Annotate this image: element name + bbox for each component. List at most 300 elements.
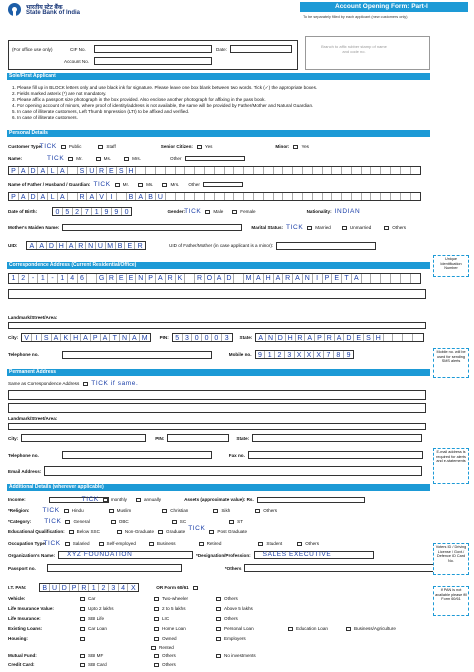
char-cell xyxy=(342,167,352,174)
car-loan-label: Car Loan xyxy=(88,626,107,631)
student-checkbox[interactable] xyxy=(258,542,263,546)
char-cell: 2 xyxy=(275,351,285,358)
char-cell: 3 xyxy=(285,351,295,358)
char-cell: D xyxy=(29,167,39,174)
home-loan-checkbox[interactable] xyxy=(154,627,159,631)
two-to-five-label: 2 to 5 lakhs xyxy=(162,606,186,611)
char-cell xyxy=(332,167,342,174)
char-cell xyxy=(215,193,225,200)
cif-label: CIF No. xyxy=(70,47,86,52)
public-checkbox[interactable] xyxy=(61,145,66,149)
char-cell xyxy=(156,167,166,174)
senior-yes-label: Yes xyxy=(204,144,213,149)
char-cell: R xyxy=(137,243,143,250)
perm-telephone-field[interactable] xyxy=(62,451,212,459)
st-label: ST xyxy=(237,519,244,524)
char-cell xyxy=(146,167,156,174)
home-loan-label: Home Loan xyxy=(162,626,186,631)
minor-yes-checkbox[interactable] xyxy=(293,145,298,149)
perm-city-label: City: xyxy=(8,435,19,441)
monthly-checkbox[interactable] xyxy=(103,498,108,502)
char-cell: L xyxy=(48,193,58,200)
religion-others-checkbox[interactable] xyxy=(255,509,260,513)
owned-label: Owned xyxy=(162,636,177,641)
char-cell: X xyxy=(314,351,324,358)
char-cell xyxy=(391,167,401,174)
char-cell: 0 xyxy=(53,208,63,215)
father-other-field[interactable] xyxy=(203,182,243,187)
char-cell: 0 xyxy=(202,334,212,341)
char-cell: T xyxy=(342,274,352,283)
char-cell: 9 xyxy=(112,208,122,215)
occupation-others-label: Others xyxy=(305,541,320,546)
char-cell: 2 xyxy=(19,274,29,283)
perm-address-line-1[interactable] xyxy=(8,390,426,400)
uid-father-field[interactable] xyxy=(276,242,376,250)
sbi-logo-icon xyxy=(8,3,21,16)
char-cell xyxy=(303,193,313,200)
char-cell xyxy=(293,167,303,174)
char-cell: R xyxy=(78,193,88,200)
mr-checkbox[interactable] xyxy=(68,157,73,161)
pan-label: I.T. PAN: xyxy=(8,585,27,590)
uid-father-label: UID of Father/Mother (in case applicant is a minor): xyxy=(169,243,274,248)
char-cell: A xyxy=(67,242,77,249)
perm-state-field[interactable] xyxy=(252,434,422,442)
marital-tick: TICK xyxy=(286,224,304,231)
employers-checkbox[interactable] xyxy=(216,637,221,641)
char-cell: H xyxy=(127,167,137,174)
char-cell: A xyxy=(101,334,111,341)
owned-checkbox[interactable] xyxy=(154,637,159,641)
char-cell: H xyxy=(374,334,384,341)
char-cell: A xyxy=(293,274,303,283)
below-ssc-label: Below SSC xyxy=(76,529,100,534)
corr-address-line-2[interactable] xyxy=(8,289,426,299)
char-cell: - xyxy=(48,274,58,283)
char-cell xyxy=(371,167,381,174)
char-cell xyxy=(68,167,78,174)
form60-checkbox[interactable] xyxy=(193,586,198,590)
char-cell: U xyxy=(87,167,97,174)
char-cell xyxy=(293,193,303,200)
char-cell: A xyxy=(87,193,97,200)
char-cell: 1 xyxy=(92,208,102,215)
lic-checkbox[interactable] xyxy=(154,617,159,621)
religion-others-label: Others xyxy=(263,508,278,513)
char-cell xyxy=(391,193,401,200)
char-cell: S xyxy=(117,167,127,174)
perm-same-label: Same as Correspondence Address xyxy=(8,381,80,386)
category-label: *Category: xyxy=(8,519,32,524)
vehicle-others-label: Others xyxy=(224,596,238,601)
char-cell: A xyxy=(81,334,91,341)
housing-label: Housing: xyxy=(8,636,28,641)
vehicle-car-checkbox[interactable] xyxy=(80,597,85,601)
religion-label: *Religion: xyxy=(8,508,30,513)
sbi-card-label: SBI Card xyxy=(88,662,107,667)
nationality-label: Nationality: xyxy=(306,209,332,214)
father-mrs-checkbox[interactable] xyxy=(162,183,167,187)
mother-name-field[interactable] xyxy=(62,224,242,231)
char-cell: 5 xyxy=(173,334,183,341)
organization-field[interactable] xyxy=(58,551,193,559)
sikh-checkbox[interactable] xyxy=(213,509,218,513)
marital-others-checkbox[interactable] xyxy=(384,226,389,230)
others-cc-checkbox[interactable] xyxy=(154,663,159,667)
char-cell: M xyxy=(244,274,254,283)
female-checkbox[interactable] xyxy=(232,210,237,214)
char-cell: 1 xyxy=(89,584,99,591)
char-cell: 5 xyxy=(63,208,73,215)
char-cell: L xyxy=(48,167,58,174)
no-investments-checkbox[interactable] xyxy=(216,654,221,658)
email-field[interactable] xyxy=(44,466,422,476)
father-mr-checkbox[interactable] xyxy=(115,183,120,187)
char-cell xyxy=(185,167,195,174)
post-graduate-checkbox[interactable] xyxy=(209,530,214,534)
dob-field[interactable] xyxy=(52,207,132,216)
char-cell xyxy=(391,274,401,283)
minor-label: Minor: xyxy=(275,144,290,149)
sbi-card-checkbox[interactable] xyxy=(80,663,85,667)
perm-same-checkbox[interactable] xyxy=(83,382,88,386)
char-cell: A xyxy=(58,167,68,174)
bank-name: State Bank of India xyxy=(26,10,81,16)
date-field[interactable] xyxy=(230,45,292,53)
char-cell: B xyxy=(40,584,50,591)
char-cell: A xyxy=(256,334,266,341)
car-loan-checkbox[interactable] xyxy=(80,627,85,631)
housing-none-checkbox[interactable] xyxy=(80,637,85,641)
char-cell xyxy=(244,193,254,200)
id-others-field[interactable] xyxy=(244,564,434,572)
char-cell xyxy=(185,193,195,200)
char-cell: R xyxy=(325,334,335,341)
occupation-others-checkbox[interactable] xyxy=(297,542,302,546)
char-cell: A xyxy=(19,167,29,174)
father-other-label: Other xyxy=(188,182,200,187)
cif-field[interactable] xyxy=(94,45,212,53)
personal-loan-checkbox[interactable] xyxy=(216,627,221,631)
char-cell: A xyxy=(156,274,166,283)
senior-yes-checkbox[interactable] xyxy=(197,145,202,149)
ms-checkbox[interactable] xyxy=(96,157,101,161)
perm-fax-field[interactable] xyxy=(248,451,423,459)
char-cell xyxy=(274,167,284,174)
corr-telephone-label: Telephone no. xyxy=(8,352,39,357)
char-cell xyxy=(381,167,391,174)
male-checkbox[interactable] xyxy=(205,210,210,214)
salaried-checkbox[interactable] xyxy=(65,542,70,546)
obc-label: OBC xyxy=(118,519,129,524)
rented-checkbox[interactable] xyxy=(151,646,156,650)
instruction-6: 6. In case of illiterate customers. xyxy=(12,115,78,120)
char-cell: S xyxy=(42,334,52,341)
char-cell: 7 xyxy=(82,208,92,215)
corr-landmark-field[interactable] xyxy=(8,322,426,329)
business-checkbox[interactable] xyxy=(149,542,154,546)
char-cell xyxy=(185,274,195,283)
char-cell xyxy=(234,274,244,283)
char-cell: E xyxy=(125,242,135,249)
uid-label: UID: xyxy=(8,243,18,248)
photo-stamp-text: Branch to affix rubber stamp of name and code no. xyxy=(321,44,387,54)
occupation-tick: TICK xyxy=(43,540,61,547)
instruction-3: 3. Please affix a passport size photograph in the box provided. Also enclose another photograph for affixing in the pass book. xyxy=(12,97,266,102)
perm-pin-field[interactable] xyxy=(167,434,229,442)
char-cell: I xyxy=(313,274,323,283)
muslim-checkbox[interactable] xyxy=(109,509,114,513)
sbi-life-checkbox[interactable] xyxy=(80,617,85,621)
corr-city-label: City: xyxy=(8,335,19,340)
education-loan-checkbox[interactable] xyxy=(288,627,293,631)
char-cell: 7 xyxy=(324,351,334,358)
section-personal-details: Personal Details xyxy=(7,130,430,137)
gender-tick: TICK xyxy=(184,208,202,215)
char-cell: E xyxy=(127,274,137,283)
corr-mobile-field[interactable] xyxy=(255,350,355,359)
perm-city-field[interactable] xyxy=(21,434,146,442)
designation-value: SALES EXECUTIVE xyxy=(262,551,332,558)
self-employed-checkbox[interactable] xyxy=(99,542,104,546)
char-cell: D xyxy=(344,334,354,341)
sbi-mf-checkbox[interactable] xyxy=(80,654,85,658)
unmarried-checkbox[interactable] xyxy=(342,226,347,230)
perm-address-line-2[interactable] xyxy=(8,403,426,413)
char-cell: T xyxy=(110,334,120,341)
others-mf-checkbox[interactable] xyxy=(154,654,159,658)
upto-2-lakhs-label: Upto 2 lakhs xyxy=(88,606,114,611)
char-cell xyxy=(413,334,423,341)
mrs-label: Mrs. xyxy=(132,156,141,161)
designation-field[interactable] xyxy=(254,551,374,559)
char-cell xyxy=(283,167,293,174)
dob-label: Date of Birth: xyxy=(8,209,38,214)
retired-label: Retired xyxy=(206,541,222,546)
life-insurance-label: Life Insurance: xyxy=(8,616,41,621)
char-cell: A xyxy=(305,334,315,341)
life-insurance-value-label: Life Insurance Value: xyxy=(8,606,54,611)
business-loan-checkbox[interactable] xyxy=(346,627,351,631)
st-checkbox[interactable] xyxy=(229,520,234,524)
char-cell xyxy=(215,167,225,174)
staff-checkbox[interactable] xyxy=(98,145,103,149)
char-cell: 8 xyxy=(334,351,344,358)
sc-checkbox[interactable] xyxy=(172,520,177,524)
graduate-checkbox[interactable] xyxy=(158,530,163,534)
char-cell: 0 xyxy=(212,334,222,341)
customer-type-tick: TICK xyxy=(39,143,57,150)
char-cell: A xyxy=(274,274,284,283)
char-cell: 6 xyxy=(78,274,88,283)
char-cell: R xyxy=(195,274,205,283)
perm-pin-label: PIN: xyxy=(155,435,165,441)
char-cell: P xyxy=(323,274,333,283)
char-cell xyxy=(411,193,421,200)
char-cell: A xyxy=(38,167,48,174)
corr-city-field[interactable] xyxy=(21,333,150,342)
char-cell: A xyxy=(52,334,62,341)
char-cell xyxy=(68,193,78,200)
char-cell: A xyxy=(352,274,362,283)
corr-address-line-1[interactable] xyxy=(8,273,421,284)
religion-tick: TICK xyxy=(42,507,60,514)
father-name-label: Name of Father / Husband / Guardian: xyxy=(8,182,91,187)
corr-mobile-label: Mobile no. xyxy=(228,352,252,357)
passport-label: Passport no. xyxy=(8,565,36,571)
char-cell xyxy=(254,167,264,174)
char-cell xyxy=(411,274,421,283)
title-other-field[interactable] xyxy=(185,156,245,161)
non-graduate-label: Non-Graduate xyxy=(124,529,155,534)
char-cell: P xyxy=(9,167,19,174)
two-wheeler-checkbox[interactable] xyxy=(154,597,159,601)
char-cell: E xyxy=(107,167,117,174)
obc-checkbox[interactable] xyxy=(111,520,116,524)
others-mf-label: Others xyxy=(162,653,176,658)
email-label: Email Address: xyxy=(8,468,42,474)
instruction-2: 2. Fields marked asterix (*) are not mandatory. xyxy=(12,91,107,96)
retired-checkbox[interactable] xyxy=(199,542,204,546)
corr-telephone-field[interactable] xyxy=(62,351,212,359)
female-label: Female xyxy=(240,209,256,214)
marital-others-label: Others xyxy=(392,225,407,230)
form-title: Account Opening Form: Part-I xyxy=(335,3,428,10)
sbi-mf-label: SBI MF xyxy=(88,653,104,658)
char-cell xyxy=(323,193,333,200)
education-tick: TICK xyxy=(188,525,206,532)
non-graduate-checkbox[interactable] xyxy=(117,530,122,534)
annually-checkbox[interactable] xyxy=(136,498,141,502)
mother-name-label: Mother's Maiden Name: xyxy=(8,225,60,230)
char-cell: P xyxy=(9,193,19,200)
two-to-five-checkbox[interactable] xyxy=(154,607,159,611)
char-cell: 9 xyxy=(346,352,351,359)
char-cell: X xyxy=(295,351,305,358)
annually-label: annually xyxy=(143,497,162,502)
name-label: Name: xyxy=(8,156,23,161)
vehicle-others-checkbox[interactable] xyxy=(216,597,221,601)
char-cell: R xyxy=(76,242,86,249)
char-cell: U xyxy=(50,584,60,591)
instruction-1: 1. Please fill up in BLOCK letters only and use black ink for signature. Please leave one box blank between two words. Tick (✓) the appropriate boxes. xyxy=(12,85,318,90)
occupation-label: Occupation Type: xyxy=(8,541,47,546)
pan-field[interactable] xyxy=(39,583,139,592)
char-cell xyxy=(176,167,186,174)
char-cell xyxy=(352,167,362,174)
uid-field[interactable] xyxy=(26,241,146,250)
char-cell: S xyxy=(364,334,374,341)
char-cell: R xyxy=(107,274,117,283)
char-cell: R xyxy=(97,167,107,174)
char-cell: P xyxy=(146,274,156,283)
post-graduate-label: Post Graduate xyxy=(217,529,248,534)
organization-label: Organization's Name: xyxy=(8,552,56,558)
char-cell xyxy=(283,193,293,200)
char-cell: 1 xyxy=(265,351,275,358)
corr-pin-field[interactable] xyxy=(172,333,233,342)
char-cell: S xyxy=(78,167,88,174)
christian-label: Christian xyxy=(170,508,189,513)
char-cell: V xyxy=(97,193,107,200)
char-cell: V xyxy=(22,334,32,341)
passport-field[interactable] xyxy=(47,564,182,572)
father-name-field[interactable] xyxy=(8,192,421,201)
char-cell: I xyxy=(107,193,117,200)
above-5-checkbox[interactable] xyxy=(216,607,221,611)
name-field[interactable] xyxy=(8,166,421,175)
char-cell: I xyxy=(32,334,42,341)
corr-state-field[interactable] xyxy=(255,333,424,342)
vehicle-car-label: Car xyxy=(88,596,96,601)
perm-landmark-field[interactable] xyxy=(8,423,426,430)
char-cell xyxy=(342,193,352,200)
assets-field[interactable] xyxy=(257,497,365,503)
sbi-life-label: SBI Life xyxy=(88,616,105,621)
hindu-label: Hindu xyxy=(71,508,84,513)
char-cell: - xyxy=(29,274,39,283)
life-others-label: Others xyxy=(224,616,238,621)
char-cell xyxy=(381,274,391,283)
education-label: Educational Qualification: xyxy=(8,529,65,534)
bank-name-hindi: भारतीय स्टेट बैंक xyxy=(26,5,63,11)
sikh-label: Sikh xyxy=(221,508,231,513)
char-cell xyxy=(87,274,97,283)
general-checkbox[interactable] xyxy=(65,520,70,524)
income-tick: TICK xyxy=(81,496,99,503)
char-cell: A xyxy=(19,193,29,200)
account-field[interactable] xyxy=(94,57,212,65)
life-others-checkbox[interactable] xyxy=(216,617,221,621)
instruction-5: 5. In case of illiterate customers, Left Thumb Impression (LTI) to be affixed and verified. xyxy=(12,109,190,114)
credit-card-label: Credit Card: xyxy=(8,662,35,667)
ms-label: Ms. xyxy=(103,156,112,161)
below-ssc-checkbox[interactable] xyxy=(69,530,74,534)
char-cell xyxy=(323,167,333,174)
char-cell xyxy=(371,193,381,200)
hindu-checkbox[interactable] xyxy=(64,509,69,513)
existing-loans-label: Existing Loans: xyxy=(8,626,43,631)
rented-label: Rented xyxy=(159,645,174,650)
char-cell xyxy=(205,167,215,174)
char-cell xyxy=(166,167,176,174)
father-ms-checkbox[interactable] xyxy=(138,183,143,187)
income-label: Income: xyxy=(8,497,26,502)
employers-label: Employers xyxy=(224,636,246,641)
mutual-fund-label: Mutual Fund: xyxy=(8,653,37,658)
income-field[interactable] xyxy=(49,497,109,503)
char-cell: K xyxy=(61,334,71,341)
char-cell: A xyxy=(254,274,264,283)
form-subtitle: To be separately filled by each applicant (new customers only) xyxy=(303,15,408,19)
married-checkbox[interactable] xyxy=(307,226,312,230)
char-cell xyxy=(362,193,372,200)
self-employed-label: Self-employed xyxy=(106,541,136,546)
father-mrs-label: Mrs. xyxy=(170,182,180,187)
perm-telephone-label: Telephone no. xyxy=(8,452,39,458)
lic-label: LIC xyxy=(162,616,170,621)
christian-checkbox[interactable] xyxy=(162,509,167,513)
char-cell xyxy=(234,167,244,174)
staff-label: Staff xyxy=(106,144,116,149)
char-cell xyxy=(225,167,235,174)
char-cell: E xyxy=(354,334,364,341)
mrs-checkbox[interactable] xyxy=(124,157,129,161)
upto-2-lakhs-checkbox[interactable] xyxy=(80,607,85,611)
perm-fax-label: Fax no. xyxy=(228,452,245,458)
no-investments-label: No investments xyxy=(224,653,256,658)
